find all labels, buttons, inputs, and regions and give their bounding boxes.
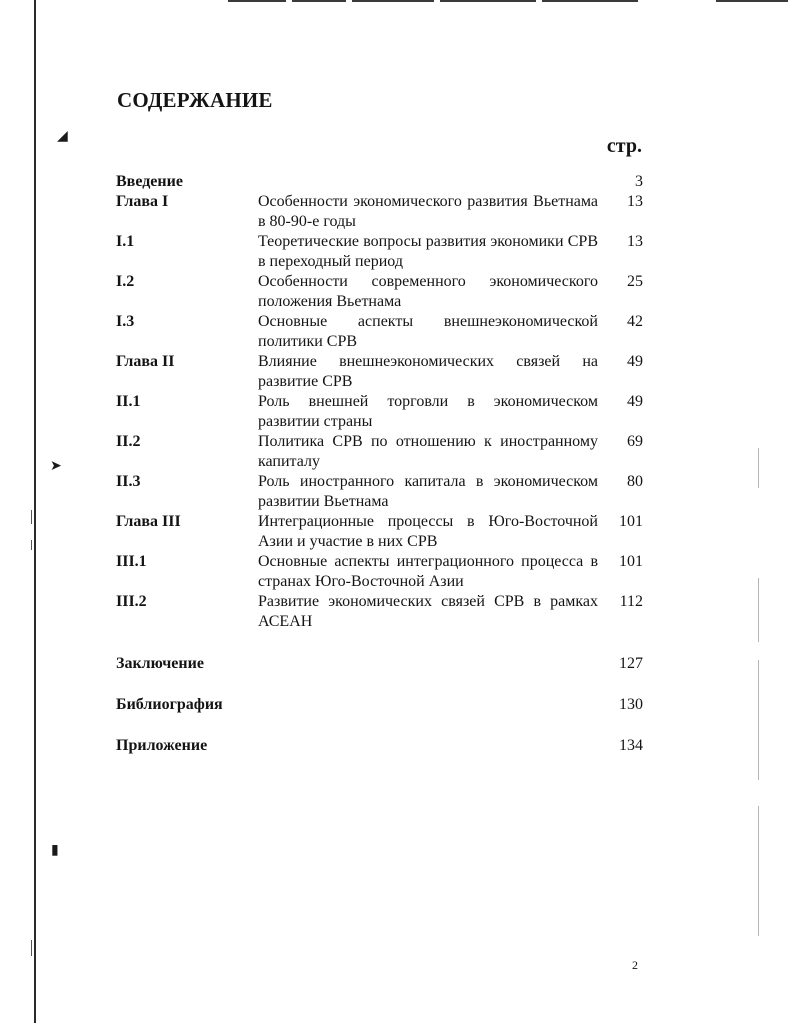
- toc-page: 112: [619, 593, 643, 610]
- scan-mark: [758, 806, 759, 936]
- toc-row[interactable]: [116, 312, 646, 352]
- toc-page: 101: [619, 553, 643, 570]
- toc-row-conclusion[interactable]: [116, 654, 646, 674]
- toc-number: III.2: [116, 593, 147, 610]
- scan-speck: ➤: [50, 458, 62, 474]
- toc-back-label: Заключение: [116, 655, 204, 672]
- toc-row[interactable]: [116, 432, 646, 472]
- toc-row[interactable]: [116, 352, 646, 392]
- toc-page: 101: [619, 513, 643, 530]
- toc-title: Интеграционные процессы в Юго-Восточной Азии и участие в них СРВ: [258, 513, 598, 550]
- toc-page: 13: [627, 233, 643, 250]
- toc-page: 127: [619, 655, 643, 672]
- scan-mark: [31, 940, 32, 956]
- toc-title: Роль иностранного капитала в экономическом развитии Вьетнама: [258, 473, 598, 510]
- toc-title: Основные аспекты внешнеэкономической политики СРВ: [258, 313, 598, 350]
- toc-page: 49: [627, 353, 643, 370]
- toc-page: 25: [627, 273, 643, 290]
- scan-speck: ◢: [57, 128, 68, 144]
- toc-page: 49: [627, 393, 643, 410]
- toc-number: Глава III: [116, 513, 181, 530]
- toc-page: 69: [627, 433, 643, 450]
- toc-back-label: Приложение: [116, 737, 208, 754]
- toc-row[interactable]: [116, 192, 646, 232]
- scan-edge-line: [34, 0, 36, 1023]
- toc-number: Глава II: [116, 353, 175, 370]
- toc-page: 13: [627, 193, 643, 210]
- toc-title: Развитие экономических связей СРВ в рамках АСЕАН: [258, 593, 598, 630]
- scan-top-dash: [292, 0, 346, 2]
- toc-title: Особенности экономического развития Вьетнама в 80-90-е годы: [258, 193, 598, 230]
- scan-top-dash: [440, 0, 536, 2]
- scan-top-dash: [716, 0, 788, 2]
- toc-title: Политика СРВ по отношению к иностранному капиталу: [258, 433, 598, 470]
- toc-number: II.1: [116, 393, 141, 410]
- toc-title: Роль внешней торговли в экономическом развитии страны: [258, 393, 598, 430]
- toc-row[interactable]: [116, 232, 646, 272]
- toc-number: I.1: [116, 233, 135, 250]
- scan-top-dash: [228, 0, 286, 2]
- toc-number: I.3: [116, 313, 135, 330]
- page-title: СОДЕРЖАНИЕ: [117, 88, 273, 112]
- scan-mark: [758, 578, 759, 642]
- scan-top-dash: [352, 0, 434, 2]
- toc-back-label: Библиография: [116, 696, 223, 713]
- toc-title: Особенности современного экономического положения Вьетнама: [258, 273, 598, 310]
- toc-page: 3: [635, 173, 643, 190]
- toc-row[interactable]: [116, 512, 646, 552]
- toc-row[interactable]: [116, 272, 646, 312]
- page-column-label: стр.: [606, 135, 642, 157]
- toc-row-bibliography[interactable]: [116, 695, 646, 715]
- scan-mark: [31, 510, 32, 524]
- scan-top-dash: [542, 0, 638, 2]
- toc-page: 42: [627, 313, 643, 330]
- table-of-contents: [116, 172, 646, 756]
- scan-mark: [31, 540, 32, 550]
- toc-title: Влияние внешнеэкономических связей на развитие СРВ: [258, 353, 598, 390]
- toc-row[interactable]: [116, 472, 646, 512]
- toc-number: Глава I: [116, 193, 169, 210]
- toc-row[interactable]: [116, 172, 646, 192]
- toc-number: II.3: [116, 473, 141, 490]
- toc-number: I.2: [116, 273, 135, 290]
- toc-number: III.1: [116, 553, 147, 570]
- toc-number: Введение: [116, 173, 183, 190]
- scan-mark: [758, 448, 759, 488]
- toc-page: 130: [619, 696, 643, 713]
- toc-row[interactable]: [116, 552, 646, 592]
- scan-speck: ▮: [51, 842, 59, 858]
- scan-mark: [758, 660, 759, 780]
- page-number: 2: [632, 958, 638, 972]
- toc-row[interactable]: [116, 392, 646, 432]
- toc-page: 80: [627, 473, 643, 490]
- toc-number: II.2: [116, 433, 141, 450]
- toc-title: Теоретические вопросы развития экономики СРВ в переходный период: [258, 233, 598, 270]
- toc-title: Основные аспекты интеграционного процесса в странах Юго-Восточной Азии: [258, 553, 598, 590]
- toc-row-appendix[interactable]: [116, 736, 646, 756]
- toc-row[interactable]: [116, 592, 646, 632]
- toc-page: 134: [619, 737, 643, 754]
